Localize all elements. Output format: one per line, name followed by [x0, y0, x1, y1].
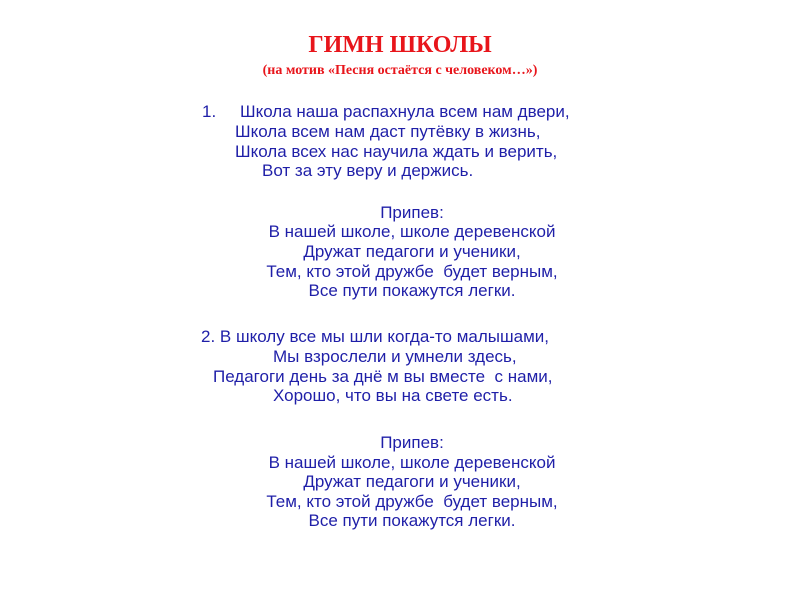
- chorus-label: Припев:: [380, 433, 444, 452]
- verse-1-line: Школа всех нас научила ждать и верить,: [235, 142, 558, 161]
- chorus-line: Тем, кто этой дружбе будет верным,: [266, 262, 558, 281]
- chorus-line: В нашей школе, школе деревенской: [268, 453, 556, 472]
- verse-2-line: Мы взрослели и умнели здесь,: [273, 347, 517, 366]
- chorus-line: Все пути покажутся легки.: [308, 511, 516, 530]
- verse-1-line: Вот за эту веру и держись.: [262, 161, 474, 180]
- chorus-line: В нашей школе, школе деревенской: [268, 222, 556, 241]
- verse-1-number: 1.: [202, 102, 217, 121]
- verse-1-line: Школа всем нам даст путёвку в жизнь,: [235, 122, 541, 141]
- verse-2-line: Хорошо, что вы на свете есть.: [273, 386, 513, 405]
- chorus-line: Все пути покажутся легки.: [308, 281, 516, 300]
- anthem-subtitle: (на мотив «Песня остаётся с человеком…»): [262, 63, 538, 78]
- anthem-title: ГИМН ШКОЛЫ: [308, 32, 492, 58]
- chorus-line: Дружат педагоги и ученики,: [303, 242, 521, 261]
- verse-1-line: Школа наша распахнула всем нам двери,: [240, 102, 570, 121]
- verse-2-line: Педагоги день за днё м вы вместе с нами,: [213, 367, 553, 386]
- chorus-line: Тем, кто этой дружбе будет верным,: [266, 492, 558, 511]
- verse-2-line: 2. В школу все мы шли когда-то малышами,: [201, 327, 549, 346]
- chorus-line: Дружат педагоги и ученики,: [303, 472, 521, 491]
- chorus-label: Припев:: [380, 203, 444, 222]
